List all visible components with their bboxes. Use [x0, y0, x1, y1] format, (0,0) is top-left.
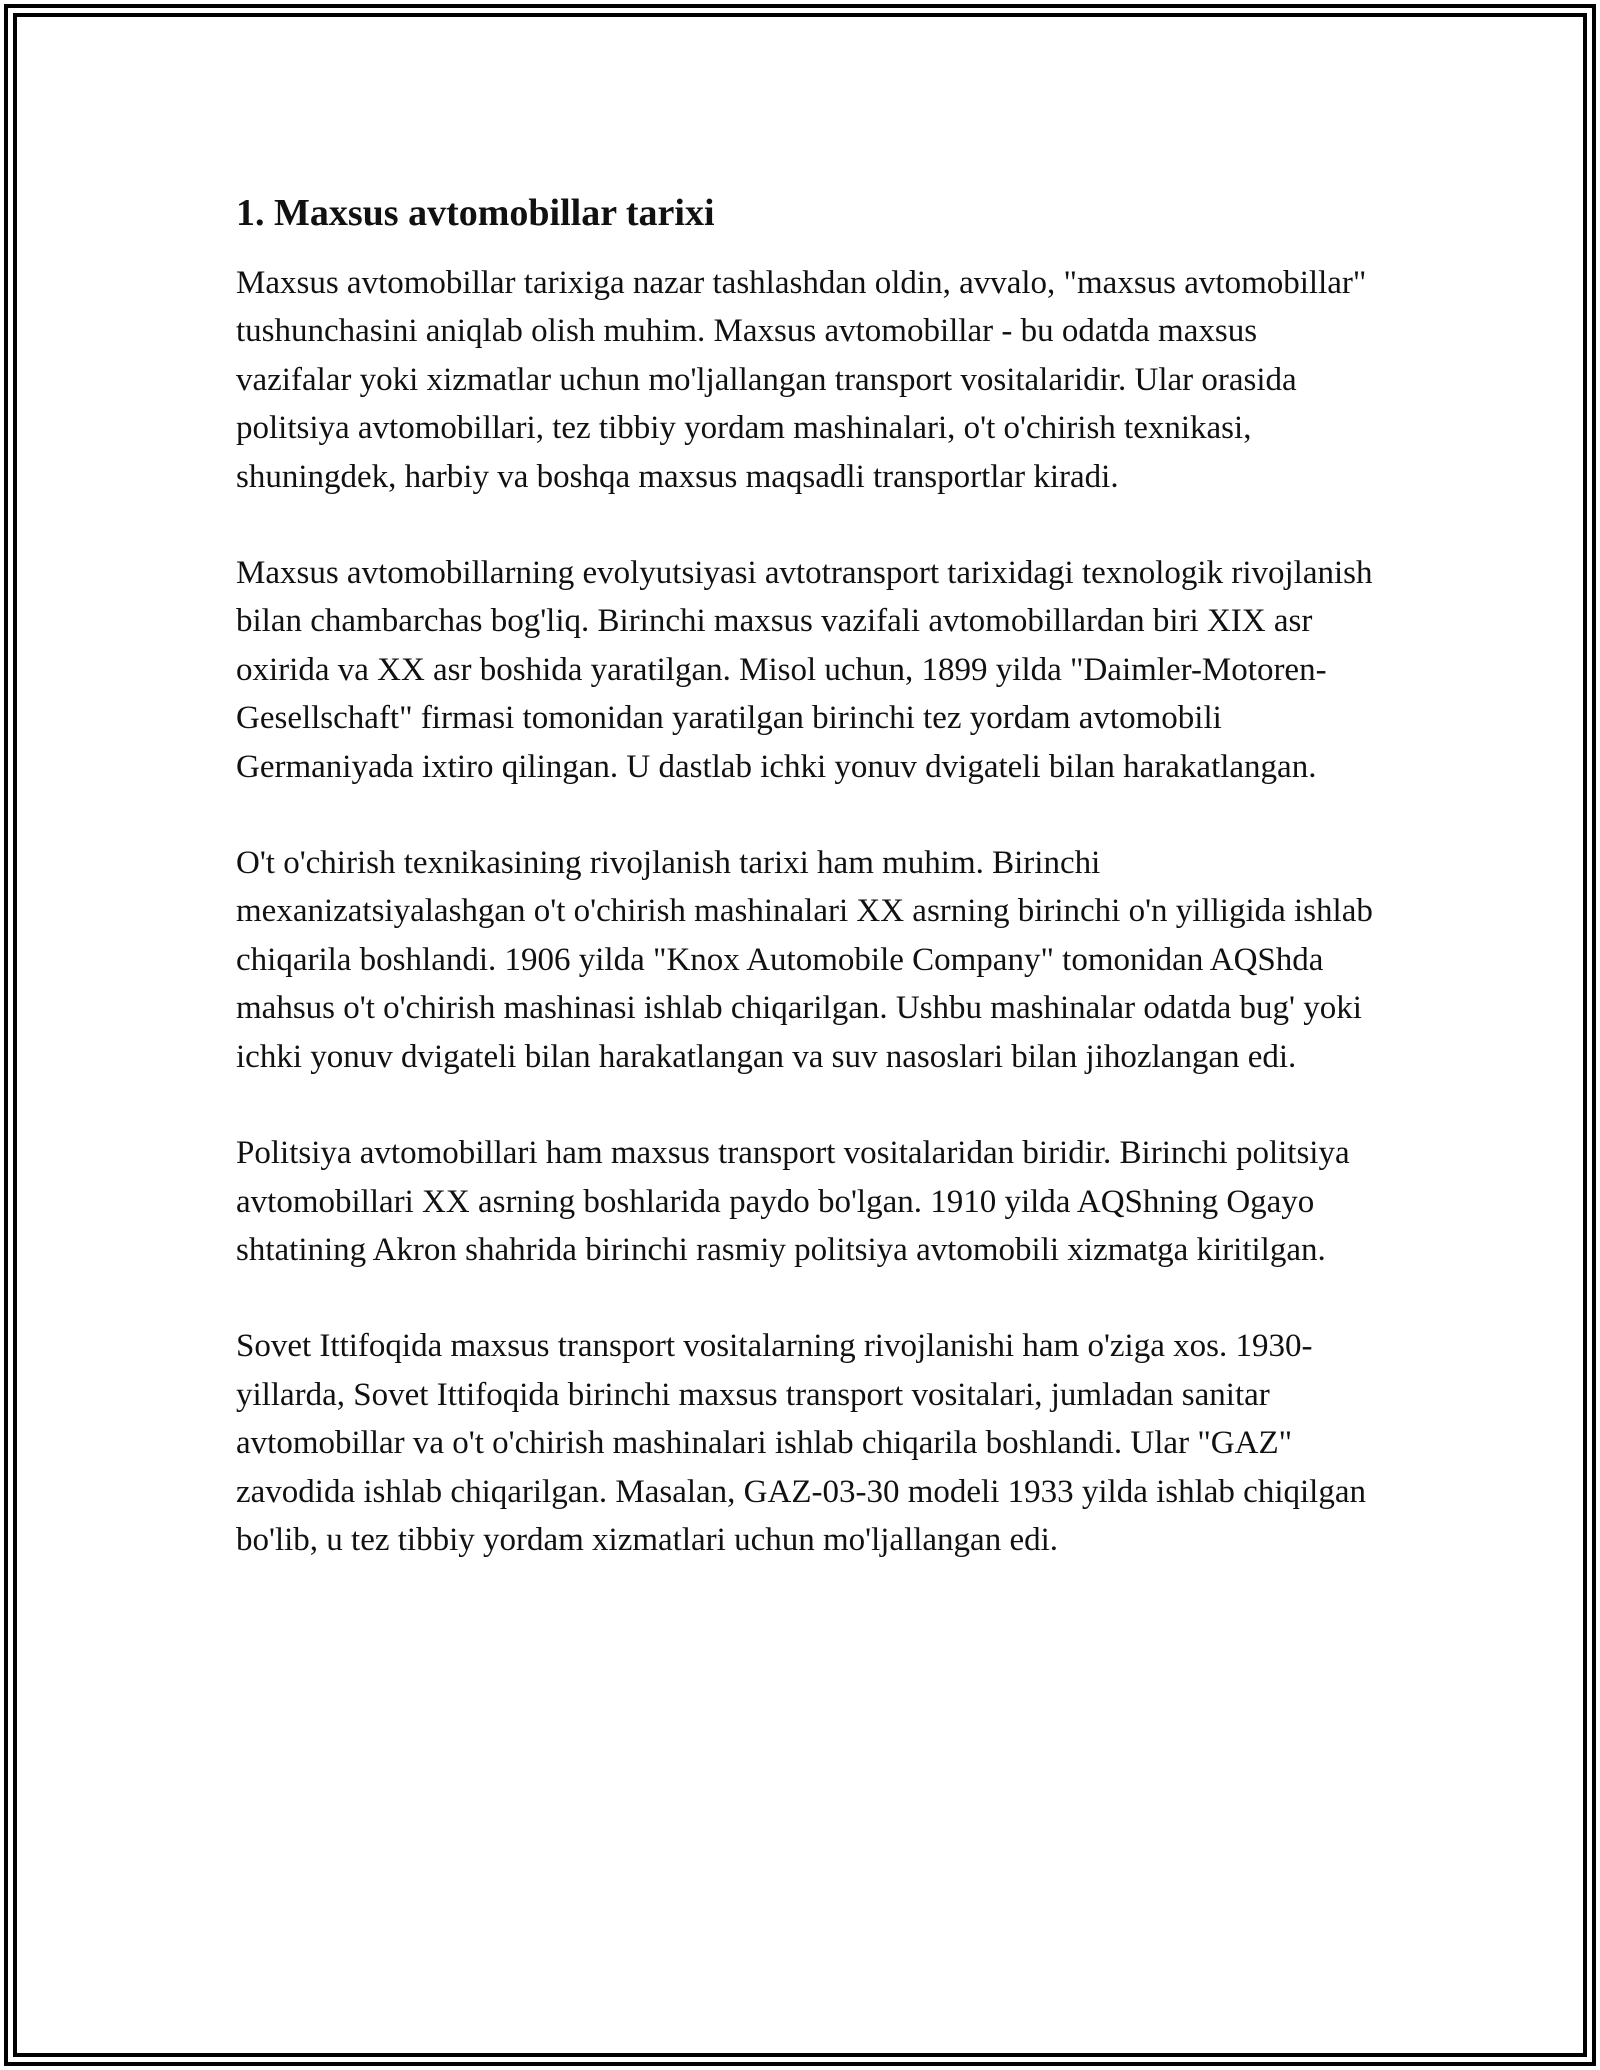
paragraph-evolution: Maxsus avtomobillarning evolyutsiyasi avtotransport tarixidagi texnologik rivojlanish bilan chambarchas bog'liq. Birinchi maxsus vazifali avtomobillardan biri XIX asr oxirida va XX asr boshida yaratilgan. Misol uchun, 1899 yilda "Daimler-Motoren-Gesellschaft" firmasi tomonidan yaratilgan birinchi tez yordam avtomobili Germaniyada ixtiro qilingan. U dastlab ichki yonuv dvigateli bilan harakatlangan. [236, 555, 1373, 785]
paragraph-definition: Maxsus avtomobillar tarixiga nazar tashlashdan oldin, avvalo, "maxsus avtomobillar" tushunchasini aniqlab olish muhim. Maxsus avtomobillar - bu odatda maxsus vazifalar yoki xizmatlar uchun mo'ljallangan transport vositalaridir. Ular orasida politsiya avtomobillari, tez tibbiy yordam mashinalari, o't o'chirish texnikasi, shuningdek, harbiy va boshqa maxsus maqsadli transportlar kiradi. [236, 265, 1367, 495]
document-body [236, 185, 1376, 1564]
paragraph-police-cars: Politsiya avtomobillari ham maxsus transport vositalaridan biridir. Birinchi politsiya avtomobillari XX asrning boshlarida paydo bo'lgan. 1910 yilda AQShning Ogayo shtatining Akron shahrida birinchi rasmiy politsiya avtomobili xizmatga kiritilgan. [236, 1135, 1350, 1268]
section-heading: 1. Maxsus avtomobillar tarixi [236, 192, 715, 234]
paragraph-fire-engines: O't o'chirish texnikasining rivojlanish tarixi ham muhim. Birinchi mexanizatsiyalashgan o't o'chirish mashinalari XX asrning birinchi o'n yilligida ishlab chiqarila boshlandi. 1906 yilda "Knox Automobile Company" tomonidan AQShda mahsus o't o'chirish mashinasi ishlab chiqarilgan. Ushbu mashinalar odatda bug' yoki ichki yonuv dvigateli bilan harakatlangan va suv nasoslari bilan jihozlangan edi. [236, 845, 1373, 1075]
paragraph-soviet-union: Sovet Ittifoqida maxsus transport vositalarning rivojlanishi ham o'ziga xos. 1930-yillarda, Sovet Ittifoqida birinchi maxsus transport vositalari, jumladan sanitar avtomobillar va o't o'chirish mashinalari ishlab chiqarila boshlandi. Ular "GAZ" zavodida ishlab chiqarilgan. Masalan, GAZ-03-30 modeli 1933 yilda ishlab chiqilgan bo'lib, u tez tibbiy yordam xizmatlari uchun mo'ljallangan edi. [236, 1328, 1366, 1558]
